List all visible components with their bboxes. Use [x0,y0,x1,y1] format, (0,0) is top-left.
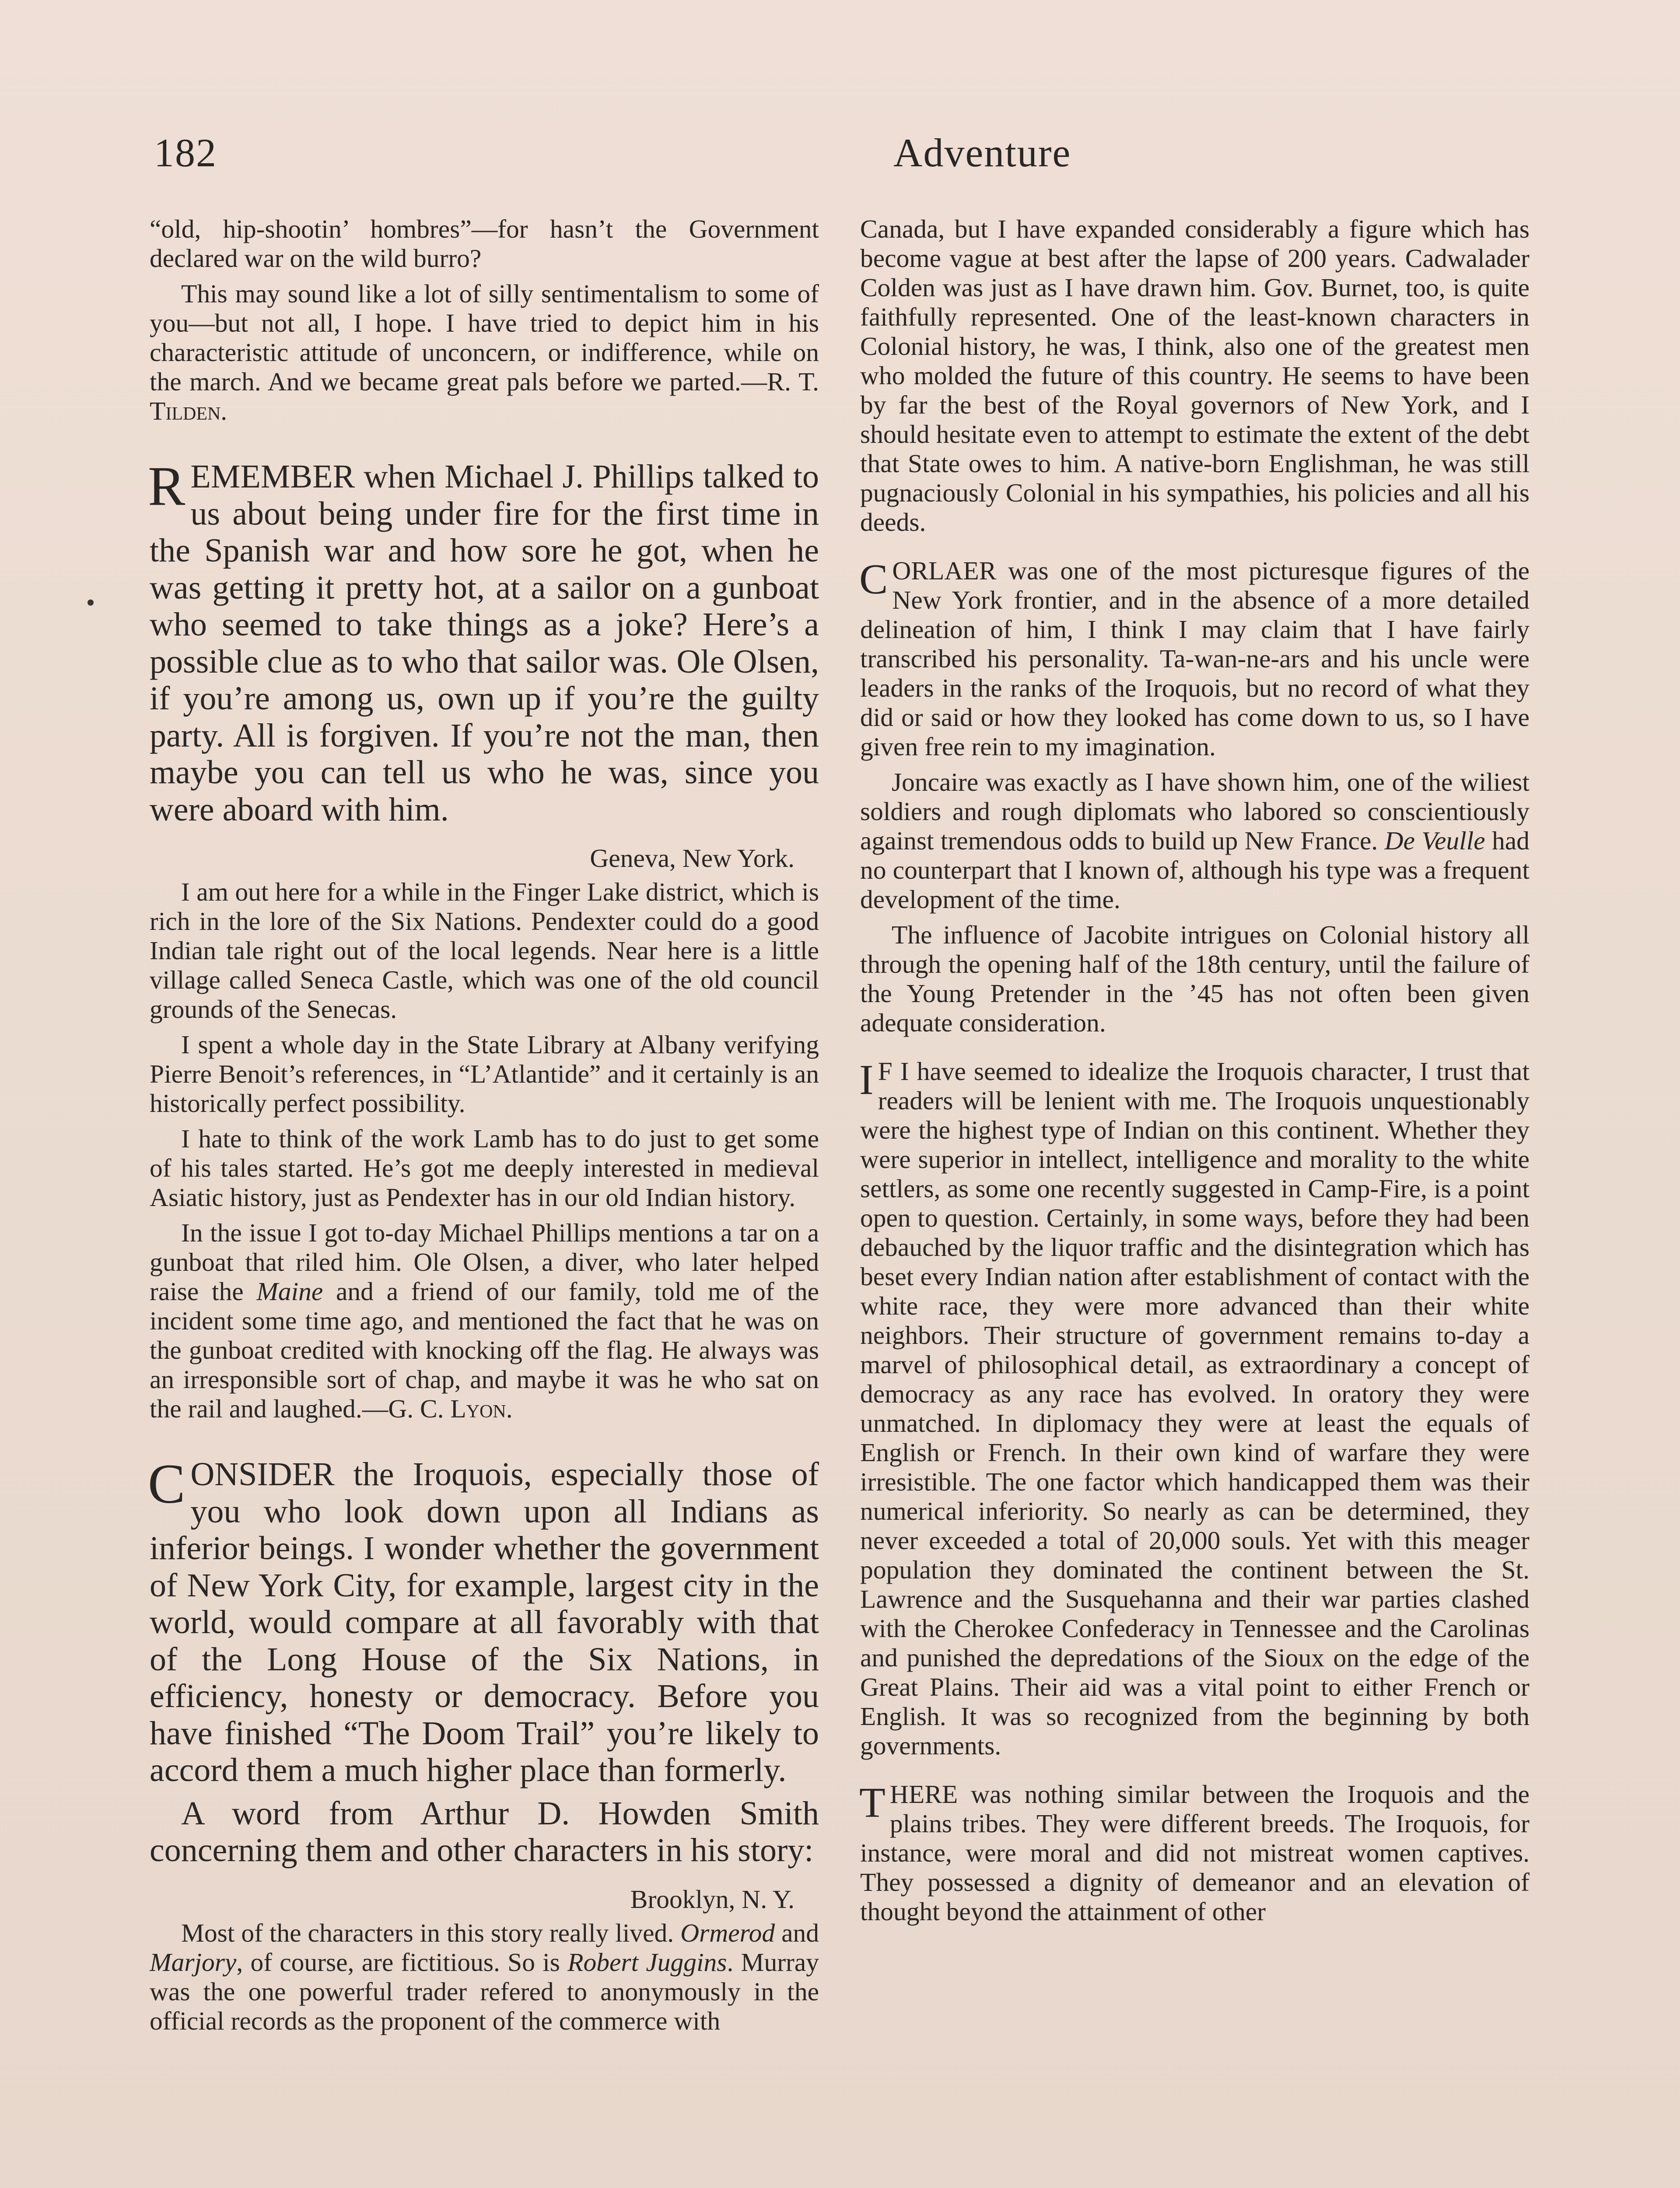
section-there-text: HERE was nothing similar between the Iroquois and the plains tribes. They were different breeds. The Iroquois, for instance, were moral and did not mistreat women captives. They possessed a dignity of demeanor and an elevation of thought beyond the attainment of other [860,1780,1530,1926]
section-remember [148,455,819,828]
dropcap-i: I [859,1056,874,1104]
dropcap-c: C [148,1453,186,1515]
left-paragraph-4: I spent a whole day in the State Library at Albany verifying Pierre Benoit’s references, in “L’Atlantide” and it certainly is an historically perfect possibility. [150,1030,819,1118]
section-gap [150,432,819,458]
left-paragraph-1: “old, hip-shootin’ hombres”—for hasn’t the Government declared war on the wild burro? [150,214,819,273]
section-gap [860,543,1530,556]
signature-tilden: Tilden. [150,396,228,425]
de-veulle-italic: De Veulle [1384,826,1485,855]
left-paragraph-7d: . Murray was the one powerful trader refered to anonymously in the official records as the proponent of the commerce with [150,1947,819,2035]
section-remember-text: EMEMBER when Michael J. Phillips talked to us about being under fire for the first time in the Spanish war and how sore he got, when he was getting it pretty hot, at a sailor on a gunboat who seemed to take things as a joke? Here’s a possible clue as to who that sailor was. Ole Olsen, if you’re among us, own up if you’re the guilty party. All is forgiven. If you’re not the man, then maybe you can tell us who he was, since you were aboard with him. [150,458,819,828]
left-column [150,214,819,2042]
section-consider-text: ONSIDER the Iroquois, especially those of you who look down upon all Indians as inferior beings. I wonder whether the government of New York City, for example, largest city in the world, would compare at all favorably with that of the Long House of the Six Nations, in efficiency, honesty or democracy. Before you have finished “The Doom Trail” you’re likely to accord them a much higher place than formerly. [150,1456,819,1788]
left-paragraph-5: I hate to think of the work Lamb has to do just to get some of his tales started. He’s got me deeply interested in medieval Asiatic history, just as Pendexter has in our old Indian history. [150,1124,819,1212]
maine-italic: Maine [256,1277,323,1306]
section-gap [150,1430,819,1456]
right-paragraph-joncaire [860,768,1530,914]
section-corlaer-text: ORLAER was one of the most picturesque figures of the New York frontier, and in the absence of a more detailed delineation of him, I think I may claim that I have fairly transcribed his personality. Ta-wan-ne-ars and his uncle were leaders in the ranks of the Iroquois, but no record of what they did or said or how they looked has come down to us, so I have given free rein to my imagination. [860,556,1530,761]
dropcap-c-corlaer: C [859,556,888,603]
joncaire-text-b: had no counterpart that I known of, although his type was a frequent development of the time. [860,826,1530,914]
margin-ink-dot [88,600,94,606]
left-paragraph-2 [150,279,819,426]
signature-lyon: Lyon. [450,1394,513,1423]
page-number: 182 [154,130,217,175]
marjory-italic: Marjory [150,1947,237,1977]
section-gap [860,1044,1530,1057]
ormerod-italic: Ormerod [680,1918,775,1947]
dateline-brooklyn: Brooklyn, N. Y. [630,1884,794,1914]
left-paragraph-3: I am out here for a while in the Finger Lake district, which is rich in the lore of the Six Nations. Pendexter could do a good Indian tale right out of the local legends. Near here is a little village called Seneca Castle, which was one of the old council grounds of the Senecas. [150,877,819,1024]
magazine-title: Adventure [893,130,1071,175]
left-paragraph-7b: and [775,1918,819,1947]
left-paragraph-7c: , of course, are fictitious. So is [236,1947,568,1977]
section-idealize [860,1057,1530,1760]
left-paragraph-6a: In the issue I got to-day Michael Phillips mentions a tar on a gunboat that riled him. Ole Olsen, a diver, who later helped raise the [150,1218,819,1306]
left-paragraph-6b: and a friend of our family, told me of the incident some time ago, and mentioned the fact that he was on the gunboat credited with knocking off the flag. He always was an irresponsible sort of chap, and maybe it was he who sat on the rail and laughed.—G. C. [150,1277,819,1423]
section-gap [860,1767,1530,1780]
section-idealize-text: F I have seemed to idealize the Iroquois character, I trust that readers will be lenient with me. The Iroquois unquestionably were the highest type of Indian on this continent. Whether they were superior in intellect, intelligence and morality to the white settlers, as some one recently suggested in Camp-Fire, is a point open to question. Certainly, in some ways, before they had been debauched by the liquor traffic and the disintegration which has beset every Indian nation after establishment of contact with the white race, they were more advanced than their white neighbors. Their structure of government remains to-day a marvel of philosophical detail, as extraordinary a concept of democracy as any race has evolved. In oratory they were unmatched. In diplomacy they were at least the equals of English or French. In their own kind of warfare they were irresistible. The one factor which handicapped them was their numerical inferiority. So nearly as can be determined, they never exceeded a total of 20,000 souls. Yet with this meager population they dominated the continent between the St. Lawrence and the Susquehanna and their war parties clashed with the Cherokee Confederacy in Tennessee and the Carolinas and punished the depredations of the Sioux on the edge of the Great Plains. Their aid was a vital point to either French or English. It was so recognized from the beginning by both governments. [860,1057,1530,1760]
page-header [154,130,1528,186]
left-paragraph-2-text: This may sound like a lot of silly sentimentalism to some of you—but not all, I hope. I have tried to depict him in his characteristic attitude of unconcern, or indifference, while on the march. And we became great pals before we parted.—R. T. [150,279,819,396]
left-paragraph-7 [150,1918,819,2036]
joncaire-text-a: Joncaire was exactly as I have shown him, one of the wiliest soldiers and rough diplomats who labored so conscientiously against tremendous odds to build up New France. [860,768,1530,855]
left-paragraph-7a: Most of the characters in this story really lived. [181,1918,681,1947]
section-there [860,1780,1530,1926]
dropcap-t: T [859,1779,886,1827]
right-paragraph-jacobite: The influence of Jacobite intrigues on Colonial history all through the opening half of the 18th century, until the failure of the Young Pretender in the ’45 has not often been given adequate consideration. [860,920,1530,1037]
right-column [860,214,1530,1932]
right-paragraph-1: Canada, but I have expanded considerably a figure which has become vague at best after the lapse of 200 years. Cadwalader Colden was just as I have drawn him. Gov. Burnet, too, is quite faithfully represented. One of the least-known characters in Colonial history, he was, I think, also one of the greatest men who molded the future of this country. He seems to have been by far the best of the Royal governors of New York, and I should hesitate even to attempt to estimate the extent of the debt that State owes to him. A native-born Englishman, he was still pugnaciously Colonial in his sympathies, his policies and all his deeds. [860,214,1530,536]
dateline-geneva: Geneva, New York. [590,844,794,873]
dropcap-r: R [148,455,186,517]
section-consider-intro: A word from Arthur D. Howden Smith concerning them and other characters in his story: [150,1795,819,1869]
left-paragraph-6 [150,1218,819,1424]
section-corlaer [860,556,1530,761]
juggins-italic: Robert Juggins [567,1947,727,1977]
section-consider [148,1453,819,1789]
